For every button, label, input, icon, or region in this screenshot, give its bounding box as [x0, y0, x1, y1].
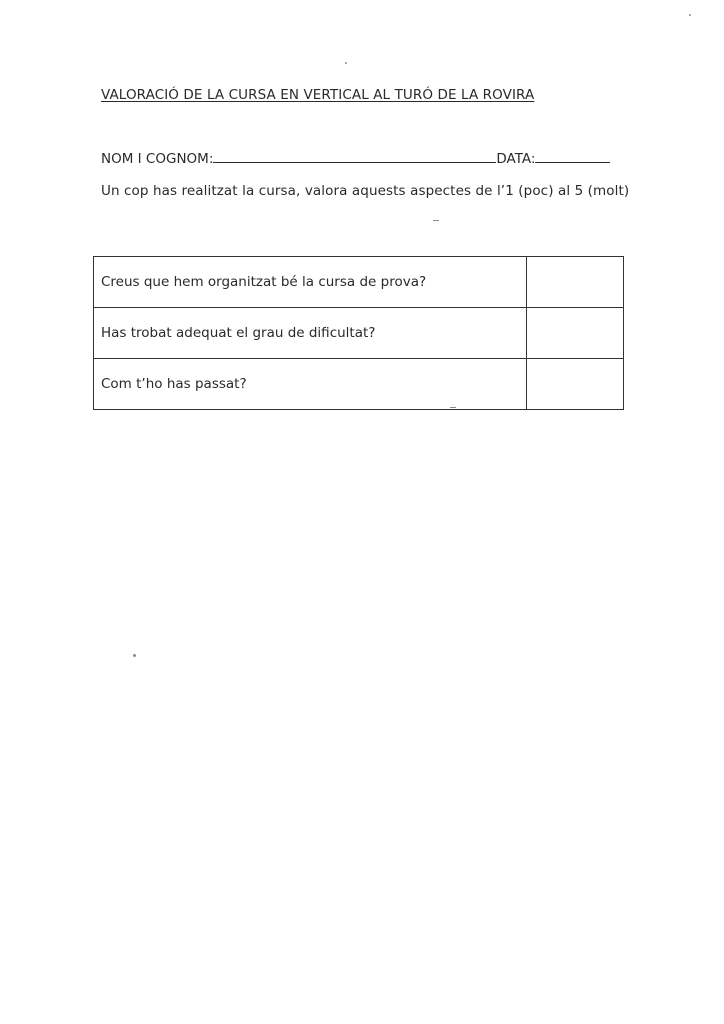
name-blank-field[interactable]: [213, 150, 496, 163]
question-cell: Com t’ho has passat?: [94, 359, 527, 410]
rating-table: [93, 256, 624, 410]
answer-cell[interactable]: [526, 308, 623, 359]
scan-speck: [689, 14, 691, 16]
document-title: VALORACIÓ DE LA CURSA EN VERTICAL AL TURÓ DE LA ROVIRA: [101, 87, 535, 103]
scan-speck: [345, 62, 347, 64]
question-cell: Creus que hem organitzat bé la cursa de prova?: [94, 257, 527, 308]
name-date-line: [101, 150, 610, 167]
question-cell: Has trobat adequat el grau de dificultat?: [94, 308, 527, 359]
scan-speck: [133, 654, 136, 657]
name-label: NOM I COGNOM:: [101, 151, 214, 167]
table-row: [94, 359, 624, 410]
answer-cell[interactable]: [526, 359, 623, 410]
date-label: DATA:: [496, 151, 536, 167]
scan-speck: [450, 407, 456, 408]
instructions-text: Un cop has realitzat la cursa, valora aquests aspectes de l’1 (poc) al 5 (molt): [101, 183, 630, 199]
date-blank-field[interactable]: [535, 150, 610, 163]
table-row: [94, 308, 624, 359]
answer-cell[interactable]: [526, 257, 623, 308]
table-row: [94, 257, 624, 308]
scan-speck: [433, 220, 439, 221]
